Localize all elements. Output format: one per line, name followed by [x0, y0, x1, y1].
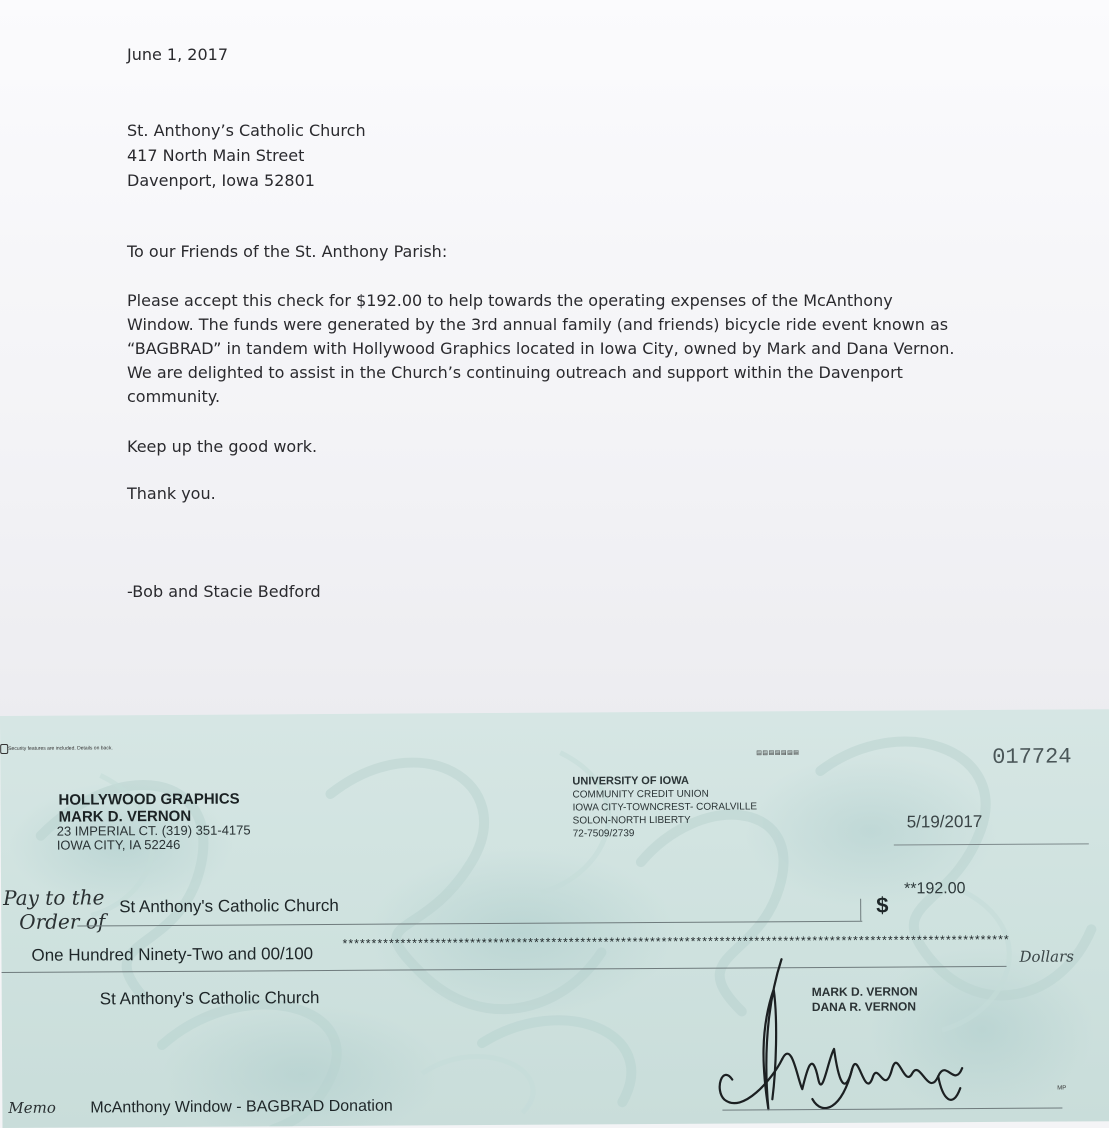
payee-name: St Anthony's Catholic Church	[119, 895, 339, 917]
amount-fill-stars: *******************************************************************************************************************	[341, 933, 1009, 952]
mp-security-mark: MP	[1057, 1085, 1067, 1092]
bank-info	[572, 774, 757, 840]
handwritten-signature	[701, 948, 982, 1120]
routing-fraction: 72-7509/2739	[572, 828, 635, 840]
memo-text: McAnthony Window - BAGBRAD Donation	[90, 1097, 393, 1117]
bank-branches: IOWA CITY-TOWNCREST- CORALVILLE	[572, 801, 758, 814]
body-line: Window. The funds were generated by the 3rd annual family (and friends) bicycle ride event known as	[127, 315, 949, 334]
bank-name-2: COMMUNITY CREDIT UNION	[572, 788, 709, 801]
recipient-name: St. Anthony’s Catholic Church	[127, 121, 366, 140]
body-line: Please accept this check for $192.00 to help towards the operating expenses of the McAnthony	[127, 291, 893, 310]
recipient-city: Davenport, Iowa 52801	[127, 171, 315, 190]
check-number: 017724	[992, 744, 1072, 770]
salutation: To our Friends of the St. Anthony Parish:	[127, 242, 448, 261]
pay-to-line-2: Order of	[19, 909, 106, 934]
account-holder	[58, 791, 239, 826]
dollar-sign: $	[876, 892, 889, 918]
letter-signature: -Bob and Stacie Bedford	[127, 582, 321, 601]
bank-check	[0, 709, 1109, 1128]
signer-2: DANA R. VERNON	[811, 999, 917, 1015]
closing-line-1: Keep up the good work.	[127, 437, 318, 456]
company-name: HOLLYWOOD GRAPHICS	[58, 790, 240, 809]
check-date: 5/19/2017	[906, 812, 983, 832]
address-city: IOWA CITY, IA 52246	[56, 836, 181, 853]
bank-branches-2: SOLON-NORTH LIBERTY	[572, 814, 691, 827]
owner-name: MARK D. VERNON	[58, 807, 192, 826]
security-note: Security features are included. Details on back.	[8, 745, 113, 752]
closing-line-2: Thank you.	[127, 484, 216, 503]
dollars-label: Dollars	[1019, 947, 1075, 966]
lock-icon	[0, 744, 8, 754]
letter-body	[127, 289, 997, 409]
memo-label: Memo	[8, 1098, 56, 1117]
check-printer-logo: ▤▤▤▤▤▤▤	[756, 750, 800, 757]
check-amount: **192.00	[904, 880, 966, 898]
body-line: community.	[127, 387, 221, 406]
body-line: We are delighted to assist in the Church’s continuing outreach and support within the Davenport	[127, 363, 903, 382]
payee-address-line: St Anthony's Catholic Church	[99, 988, 320, 1009]
body-line: “BAGBRAD” in tandem with Hollywood Graphics located in Iowa City, owned by Mark and Dana Vernon.	[127, 339, 955, 358]
pay-to-label	[3, 885, 105, 934]
recipient-street: 417 North Main Street	[127, 146, 305, 165]
account-address	[57, 823, 251, 852]
payee-line-end	[860, 899, 861, 921]
bank-name: UNIVERSITY OF IOWA	[572, 774, 689, 788]
recipient-address	[127, 118, 366, 193]
address-street-phone: 23 IMPERIAL CT. (319) 351-4175	[56, 822, 251, 839]
letter-date: June 1, 2017	[127, 45, 228, 64]
pay-to-line-1: Pay to the	[3, 885, 105, 910]
amount-in-words: One Hundred Ninety-Two and 00/100	[31, 944, 314, 965]
signer-1: MARK D. VERNON	[811, 984, 918, 1000]
